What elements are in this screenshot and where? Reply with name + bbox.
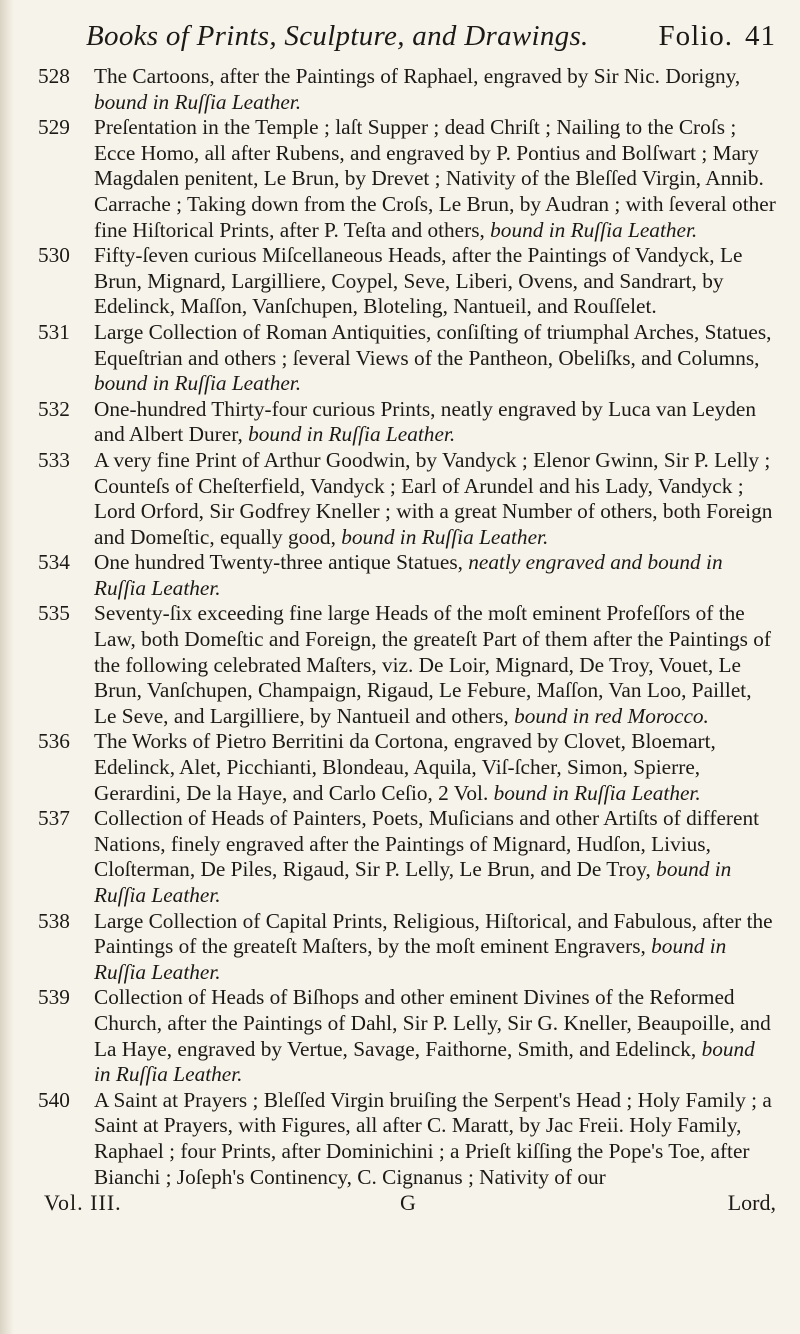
entry-text xyxy=(94,601,776,729)
entry-text xyxy=(94,64,776,115)
catalogue-entries xyxy=(38,64,776,1190)
entry-binding: bound in Ruſſia Leather. xyxy=(490,217,698,242)
entry-number: 535 xyxy=(38,601,70,626)
entry-description: Fifty-ſeven curious Miſcellaneous Heads, after the Paintings of Vandyck, Le Brun, Mignard, Largilliere, Coypel, Seve, Liberi, Ovens, and Sandrart, by Edelinck, Maſſon, Vanſchupen, Bloteling, Nantueil, and Rouſſelet. xyxy=(94,243,743,319)
entry-description: A very fine Print of Arthur Goodwin, by Vandyck ; Elenor Gwinn, Sir P. Lelly ; Counteſs of Cheſterfield, Vandyck ; Earl of Arundel and his Lady, Vandyck ; Lord Orford, Sir Godfrey Kneller ; with a great Number of others, both Foreign and Domeſtic, equally good, xyxy=(94,447,773,549)
entry-description: The Cartoons, after the Paintings of Raphael, engraved by Sir Nic. Dorigny, xyxy=(94,64,741,88)
binding-edge xyxy=(0,0,14,1334)
entry-number: 537 xyxy=(38,806,70,831)
entry-binding: bound in Ruſſia Leather. xyxy=(94,857,732,907)
entry-binding: bound in Ruſſia Leather. xyxy=(94,1036,755,1087)
catalogue-entry xyxy=(38,550,776,601)
catalogue-entry xyxy=(38,243,776,320)
entry-text xyxy=(94,729,776,806)
entry-number: 529 xyxy=(38,115,70,140)
catalogue-entry xyxy=(38,397,776,448)
entry-text xyxy=(94,397,776,448)
entry-text xyxy=(94,448,776,550)
catalogue-entry xyxy=(38,601,776,729)
running-head-folio xyxy=(659,20,777,53)
catalogue-entry xyxy=(38,1088,776,1190)
entry-description: Preſentation in the Temple ; laſt Supper ; dead Chriſt ; Nailing to the Croſs ; Ecce Homo, all after Rubens, and engraved by P. Pontius and Bolſwart ; Mary Magdalen penitent, Le Brun, by Drevet ; Nativity of the Bleſſed Virgin, Annib. Carrache ; Taking down from the Croſs, Le Brun, by Audran ; with ſeveral other fine Hiſtorical Prints, after P. Teſta and others, xyxy=(94,115,776,242)
entry-text xyxy=(94,320,776,397)
book-page xyxy=(38,16,776,1220)
catalogue-entry xyxy=(38,729,776,806)
catchword: Lord, xyxy=(727,1190,776,1216)
entry-description: Collection of Heads of Biſhops and other eminent Divines of the Reformed Church, after the Paintings of Dahl, Sir P. Lelly, Sir G. Kneller, Beaupoille, and La Haye, engraved by Vertue, Savage, Faithorne, Smith, and Edelinck, xyxy=(94,985,771,1061)
entry-number: 534 xyxy=(38,550,70,575)
entry-number: 533 xyxy=(38,447,70,472)
entry-text xyxy=(94,243,776,320)
running-head xyxy=(38,16,776,62)
entry-number: 538 xyxy=(38,908,70,933)
entry-text xyxy=(94,985,776,1087)
entry-number: 536 xyxy=(38,729,70,754)
entry-description: A Saint at Prayers ; Bleſſed Virgin bruiſing the Serpent's Head ; Holy Family ; a Saint at Prayers, with Figures, all after C. Maratt, by Jac Freii. Holy Family, Raphael ; four Prints, after Dominichini ; a Prieſt kiſſing the Pope's Toe, after Bianchi ; Joſeph's Continency, C. Cignanus ; Nativity of our xyxy=(94,1087,772,1189)
entry-number: 539 xyxy=(38,985,70,1010)
volume-label: Vol. III. xyxy=(44,1190,122,1216)
catalogue-entry xyxy=(38,985,776,1087)
folio-label: Folio. xyxy=(658,20,733,52)
entry-description: Large Collection of Roman Antiquities, conſiſting of triumphal Arches, Statues, Equeſtrian and others ; ſeveral Views of the Pantheon, Obeliſks, and Columns, xyxy=(94,319,772,370)
entry-number: 540 xyxy=(38,1087,70,1112)
entry-text xyxy=(94,806,776,908)
entry-text xyxy=(94,115,776,243)
entry-description: Seventy-ſix exceeding fine large Heads of the moſt eminent Profeſſors of the Law, both Domeſtic and Foreign, the greateſt Part of them after the Paintings of the following celebrated Maſters, viz. De Loir, Mignard, De Troy, Vouet, Le Brun, Vanſchupen, Champaign, Rigaud, Le Febure, Maſſon, Van Loo, Paillet, Le Seve, and Largilliere, by Nantueil and others, xyxy=(94,601,771,728)
entry-number: 530 xyxy=(38,243,70,268)
page-number: 41 xyxy=(745,20,776,52)
catalogue-entry xyxy=(38,115,776,243)
entry-number: 531 xyxy=(38,319,70,344)
entry-binding: bound in Ruſſia Leather. xyxy=(493,780,701,805)
entry-number: 528 xyxy=(38,64,70,88)
entry-binding: bound in Ruſſia Leather. xyxy=(94,89,302,114)
entry-text xyxy=(94,550,776,601)
entry-binding: bound in Ruſſia Leather. xyxy=(248,422,456,447)
running-head-title: Books of Prints, Sculpture, and Drawings. xyxy=(86,20,589,52)
entry-binding: bound in Ruſſia Leather. xyxy=(94,371,302,396)
catalogue-entry xyxy=(38,448,776,550)
page-footer xyxy=(38,1190,776,1220)
catalogue-entry xyxy=(38,909,776,986)
entry-description: Large Collection of Capital Prints, Religious, Hiſtorical, and Fabulous, after the Paintings of the greateſt Maſters, by the moſt eminent Engravers, xyxy=(94,908,773,959)
entry-description: Collection of Heads of Painters, Poets, Muſicians and other Artiſts of different Nations, finely engraved after the Paintings of Mignard, Hudſon, Livius, Cloſterman, De Piles, Rigaud, Sir P. Lelly, Le Brun, and De Troy, xyxy=(94,806,760,882)
entry-text xyxy=(94,1088,776,1190)
entry-binding: neatly engraved and bound in Ruſſia Leather. xyxy=(94,550,723,600)
catalogue-entry xyxy=(38,64,776,115)
catalogue-entry xyxy=(38,806,776,908)
catalogue-entry xyxy=(38,320,776,397)
signature-mark: G xyxy=(400,1190,416,1216)
entry-description: The Works of Pietro Berritini da Cortona, engraved by Clovet, Bloemart, Edelinck, Alet, Picchianti, Blondeau, Aquila, Viſ-ſcher, Simon, Spierre, Gerardini, De la Haye, and Carlo Ceſio, 2 Vol. xyxy=(94,729,716,805)
entry-description: One-hundred Thirty-four curious Prints, neatly engraved by Luca van Leyden and Albert Durer, xyxy=(94,396,756,447)
entry-binding: bound in Ruſſia Leather. xyxy=(94,934,727,984)
entry-binding: bound in Ruſſia Leather. xyxy=(341,524,549,549)
entry-text xyxy=(94,909,776,986)
entry-binding: bound in red Morocco. xyxy=(514,703,709,728)
entry-description: One hundred Twenty-three antique Statues, xyxy=(94,550,469,575)
entry-number: 532 xyxy=(38,396,70,421)
